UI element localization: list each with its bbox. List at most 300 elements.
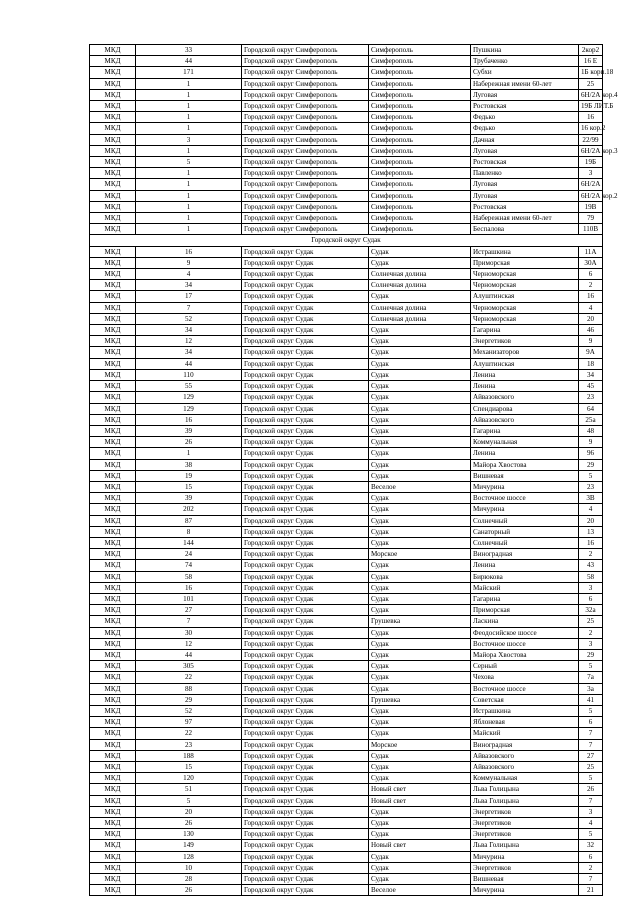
table-row	[90, 280, 603, 291]
cell-district: Городской округ Судак	[242, 605, 369, 616]
cell-type: МКД	[90, 269, 136, 280]
cell-street: Льва Голицына	[471, 795, 579, 806]
cell-house: 25	[579, 78, 603, 89]
cell-locality: Симферополь	[369, 224, 471, 235]
cell-street: Алуштинская	[471, 358, 579, 369]
cell-count: 52	[136, 313, 242, 324]
cell-locality: Судак	[369, 336, 471, 347]
table-row	[90, 694, 603, 705]
cell-street: Черноморская	[471, 280, 579, 291]
table-row	[90, 403, 603, 414]
cell-type: МКД	[90, 89, 136, 100]
cell-count: 87	[136, 515, 242, 526]
cell-locality: Солнечная долина	[369, 302, 471, 313]
table-row	[90, 851, 603, 862]
cell-locality: Морское	[369, 739, 471, 750]
cell-locality: Судак	[369, 515, 471, 526]
cell-street: Ленина	[471, 560, 579, 571]
cell-type: МКД	[90, 168, 136, 179]
cell-street: Беспалова	[471, 224, 579, 235]
cell-count: 34	[136, 347, 242, 358]
table-row	[90, 347, 603, 358]
cell-type: МКД	[90, 257, 136, 268]
table-row	[90, 661, 603, 672]
cell-street: Пушкина	[471, 45, 579, 56]
cell-type: МКД	[90, 526, 136, 537]
cell-locality: Симферополь	[369, 179, 471, 190]
cell-house: 25	[579, 616, 603, 627]
cell-locality: Судак	[369, 593, 471, 604]
cell-count: 52	[136, 705, 242, 716]
cell-locality: Симферополь	[369, 101, 471, 112]
cell-house: 2	[579, 862, 603, 873]
cell-house: 5	[579, 470, 603, 481]
cell-street: Набережная имени 60-лет	[471, 213, 579, 224]
cell-type: МКД	[90, 78, 136, 89]
table-row	[90, 101, 603, 112]
cell-district: Городской округ Судак	[242, 750, 369, 761]
cell-count: 44	[136, 56, 242, 67]
cell-district: Городской округ Судак	[242, 571, 369, 582]
cell-house: 27	[579, 750, 603, 761]
cell-street: Алуштинская	[471, 291, 579, 302]
cell-house: 110В	[579, 224, 603, 235]
cell-house: 64	[579, 403, 603, 414]
cell-street: Феодосийское шоссе	[471, 627, 579, 638]
cell-house: 6Н/2А кор.4	[579, 89, 603, 100]
cell-locality: Судак	[369, 414, 471, 425]
cell-type: МКД	[90, 851, 136, 862]
cell-street: Чехова	[471, 672, 579, 683]
cell-count: 23	[136, 739, 242, 750]
cell-type: МКД	[90, 302, 136, 313]
cell-type: МКД	[90, 661, 136, 672]
cell-house: 2	[579, 549, 603, 560]
cell-street: Энергетиков	[471, 806, 579, 817]
cell-street: Мичурина	[471, 885, 579, 896]
cell-locality: Симферополь	[369, 112, 471, 123]
cell-house: 16 Е	[579, 56, 603, 67]
cell-locality: Судак	[369, 705, 471, 716]
cell-street: Луговая	[471, 179, 579, 190]
table-row	[90, 728, 603, 739]
cell-locality: Судак	[369, 683, 471, 694]
cell-count: 20	[136, 806, 242, 817]
cell-district: Городской округ Судак	[242, 773, 369, 784]
cell-type: МКД	[90, 616, 136, 627]
cell-type: МКД	[90, 56, 136, 67]
cell-district: Городской округ Судак	[242, 448, 369, 459]
cell-district: Городской округ Судак	[242, 851, 369, 862]
cell-count: 1	[136, 224, 242, 235]
cell-house: 96	[579, 448, 603, 459]
cell-count: 74	[136, 560, 242, 571]
cell-district: Городской округ Судак	[242, 795, 369, 806]
cell-district: Городской округ Симферополь	[242, 56, 369, 67]
cell-house: 18	[579, 358, 603, 369]
cell-locality: Судак	[369, 246, 471, 257]
cell-locality: Солнечная долина	[369, 280, 471, 291]
cell-type: МКД	[90, 157, 136, 168]
cell-type: МКД	[90, 750, 136, 761]
cell-locality: Судак	[369, 672, 471, 683]
cell-house: 3В	[579, 493, 603, 504]
table-row	[90, 168, 603, 179]
section-title: Городской округ Судак	[90, 235, 603, 246]
cell-street: Федько	[471, 123, 579, 134]
cell-district: Городской округ Судак	[242, 593, 369, 604]
cell-type: МКД	[90, 795, 136, 806]
table-row	[90, 369, 603, 380]
table-row	[90, 750, 603, 761]
table-row	[90, 526, 603, 537]
cell-district: Городской округ Судак	[242, 672, 369, 683]
cell-district: Городской округ Симферополь	[242, 112, 369, 123]
cell-street: Дачная	[471, 134, 579, 145]
cell-district: Городской округ Судак	[242, 874, 369, 885]
cell-count: 88	[136, 683, 242, 694]
cell-house: 29	[579, 649, 603, 660]
housing-table	[89, 44, 618, 896]
cell-district: Городской округ Судак	[242, 369, 369, 380]
cell-count: 110	[136, 369, 242, 380]
cell-locality: Судак	[369, 571, 471, 582]
cell-count: 9	[136, 257, 242, 268]
table-row	[90, 145, 603, 156]
cell-count: 17	[136, 291, 242, 302]
table-row	[90, 257, 603, 268]
cell-type: МКД	[90, 862, 136, 873]
cell-street: Ленина	[471, 381, 579, 392]
cell-count: 26	[136, 818, 242, 829]
cell-locality: Веселое	[369, 481, 471, 492]
cell-count: 58	[136, 571, 242, 582]
cell-house: 9	[579, 437, 603, 448]
cell-district: Городской округ Симферополь	[242, 123, 369, 134]
cell-count: 44	[136, 358, 242, 369]
cell-house: 20	[579, 515, 603, 526]
cell-count: 1	[136, 78, 242, 89]
cell-district: Городской округ Судак	[242, 649, 369, 660]
table-row	[90, 224, 603, 235]
cell-district: Городской округ Судак	[242, 638, 369, 649]
cell-type: МКД	[90, 773, 136, 784]
cell-locality: Судак	[369, 874, 471, 885]
cell-district: Городской округ Судак	[242, 683, 369, 694]
cell-house: 11А	[579, 246, 603, 257]
cell-type: МКД	[90, 291, 136, 302]
cell-street: Айвазовского	[471, 414, 579, 425]
cell-type: МКД	[90, 504, 136, 515]
cell-district: Городской округ Судак	[242, 818, 369, 829]
cell-type: МКД	[90, 605, 136, 616]
cell-street: Майский	[471, 582, 579, 593]
cell-count: 5	[136, 795, 242, 806]
cell-locality: Судак	[369, 829, 471, 840]
cell-count: 1	[136, 213, 242, 224]
cell-type: МКД	[90, 190, 136, 201]
cell-street: Ростовская	[471, 101, 579, 112]
cell-count: 4	[136, 269, 242, 280]
cell-district: Городской округ Судак	[242, 437, 369, 448]
cell-district: Городской округ Судак	[242, 627, 369, 638]
cell-type: МКД	[90, 67, 136, 78]
cell-type: МКД	[90, 806, 136, 817]
cell-type: МКД	[90, 818, 136, 829]
cell-house: 16	[579, 291, 603, 302]
cell-locality: Судак	[369, 818, 471, 829]
cell-count: 7	[136, 616, 242, 627]
cell-house: 16 кор.2	[579, 123, 603, 134]
cell-street: Черноморская	[471, 313, 579, 324]
cell-house: 2	[579, 280, 603, 291]
cell-type: МКД	[90, 840, 136, 851]
cell-street: Энергетиков	[471, 336, 579, 347]
cell-house: 2кор2	[579, 45, 603, 56]
table-row	[90, 56, 603, 67]
cell-district: Городской округ Судак	[242, 526, 369, 537]
cell-count: 10	[136, 862, 242, 873]
cell-district: Городской округ Судак	[242, 381, 369, 392]
cell-locality: Судак	[369, 627, 471, 638]
cell-street: Трубаченко	[471, 56, 579, 67]
table-row	[90, 358, 603, 369]
cell-locality: Судак	[369, 638, 471, 649]
cell-district: Городской округ Симферополь	[242, 134, 369, 145]
cell-count: 1	[136, 201, 242, 212]
cell-district: Городской округ Судак	[242, 661, 369, 672]
table-row	[90, 392, 603, 403]
table-row	[90, 381, 603, 392]
table-row	[90, 414, 603, 425]
cell-type: МКД	[90, 358, 136, 369]
cell-type: МКД	[90, 145, 136, 156]
cell-type: МКД	[90, 134, 136, 145]
cell-district: Городской округ Судак	[242, 313, 369, 324]
cell-count: 22	[136, 672, 242, 683]
cell-district: Городской округ Судак	[242, 582, 369, 593]
cell-locality: Судак	[369, 649, 471, 660]
cell-count: 128	[136, 851, 242, 862]
cell-street: Айвазовского	[471, 392, 579, 403]
cell-count: 38	[136, 459, 242, 470]
cell-locality: Симферополь	[369, 201, 471, 212]
cell-district: Городской округ Судак	[242, 616, 369, 627]
cell-street: Майора Хвостова	[471, 649, 579, 660]
cell-locality: Судак	[369, 537, 471, 548]
cell-district: Городской округ Симферополь	[242, 190, 369, 201]
cell-district: Городской округ Судак	[242, 806, 369, 817]
cell-street: Восточное шоссе	[471, 683, 579, 694]
cell-type: МКД	[90, 224, 136, 235]
cell-house: 5	[579, 705, 603, 716]
cell-house: 21	[579, 885, 603, 896]
cell-count: 129	[136, 392, 242, 403]
cell-count: 7	[136, 302, 242, 313]
table-row	[90, 123, 603, 134]
cell-type: МКД	[90, 470, 136, 481]
cell-street: Яблоневая	[471, 717, 579, 728]
cell-type: МКД	[90, 874, 136, 885]
cell-type: МКД	[90, 369, 136, 380]
cell-street: Ростовская	[471, 201, 579, 212]
cell-district: Городской округ Судак	[242, 829, 369, 840]
cell-count: 101	[136, 593, 242, 604]
table-row	[90, 795, 603, 806]
cell-street: Коммунальная	[471, 437, 579, 448]
cell-type: МКД	[90, 313, 136, 324]
cell-house: 4	[579, 504, 603, 515]
table-row	[90, 773, 603, 784]
table-row	[90, 302, 603, 313]
cell-house: 5	[579, 829, 603, 840]
cell-count: 51	[136, 784, 242, 795]
cell-type: МКД	[90, 649, 136, 660]
cell-locality: Симферополь	[369, 157, 471, 168]
cell-house: 3	[579, 582, 603, 593]
cell-district: Городской округ Симферополь	[242, 224, 369, 235]
cell-district: Городской округ Симферополь	[242, 67, 369, 78]
cell-count: 1	[136, 190, 242, 201]
cell-house: 58	[579, 571, 603, 582]
table-row	[90, 862, 603, 873]
cell-locality: Судак	[369, 762, 471, 773]
cell-district: Городской округ Судак	[242, 537, 369, 548]
cell-locality: Морское	[369, 549, 471, 560]
table-row	[90, 885, 603, 896]
cell-type: МКД	[90, 437, 136, 448]
cell-count: 1	[136, 123, 242, 134]
cell-district: Городской округ Судак	[242, 885, 369, 896]
cell-locality: Веселое	[369, 885, 471, 896]
table-row	[90, 627, 603, 638]
cell-type: МКД	[90, 705, 136, 716]
cell-house: 34	[579, 369, 603, 380]
cell-district: Городской округ Судак	[242, 392, 369, 403]
cell-house: 6Н/2А кор.2	[579, 190, 603, 201]
cell-type: МКД	[90, 784, 136, 795]
cell-street: Механизаторов	[471, 347, 579, 358]
table-row	[90, 246, 603, 257]
table-row	[90, 190, 603, 201]
cell-street: Коммунальная	[471, 773, 579, 784]
cell-house: 13	[579, 526, 603, 537]
table-row	[90, 325, 603, 336]
cell-locality: Судак	[369, 582, 471, 593]
cell-count: 1	[136, 448, 242, 459]
table-row	[90, 638, 603, 649]
table-row	[90, 291, 603, 302]
cell-locality: Солнечная долина	[369, 313, 471, 324]
cell-count: 24	[136, 549, 242, 560]
cell-count: 39	[136, 425, 242, 436]
cell-locality: Судак	[369, 392, 471, 403]
cell-house: 19Б ЛИТ.Б	[579, 101, 603, 112]
cell-locality: Симферополь	[369, 45, 471, 56]
table-row	[90, 89, 603, 100]
cell-street: Восточное шоссе	[471, 638, 579, 649]
table-row	[90, 179, 603, 190]
cell-locality: Судак	[369, 605, 471, 616]
cell-type: МКД	[90, 638, 136, 649]
table-row	[90, 874, 603, 885]
table-row	[90, 593, 603, 604]
cell-street: Советская	[471, 694, 579, 705]
cell-house: 22/99	[579, 134, 603, 145]
cell-locality: Судак	[369, 437, 471, 448]
cell-district: Городской округ Судак	[242, 347, 369, 358]
table-row	[90, 806, 603, 817]
cell-house: 6Н/2А	[579, 179, 603, 190]
cell-count: 188	[136, 750, 242, 761]
cell-count: 30	[136, 627, 242, 638]
cell-locality: Судак	[369, 381, 471, 392]
cell-district: Городской округ Судак	[242, 302, 369, 313]
cell-type: МКД	[90, 414, 136, 425]
cell-type: МКД	[90, 213, 136, 224]
table-row	[90, 481, 603, 492]
cell-district: Городской округ Судак	[242, 694, 369, 705]
cell-type: МКД	[90, 336, 136, 347]
table-row	[90, 493, 603, 504]
cell-district: Городской округ Судак	[242, 414, 369, 425]
table-row	[90, 437, 603, 448]
cell-count: 5	[136, 157, 242, 168]
cell-street: Луговая	[471, 190, 579, 201]
cell-street: Черноморская	[471, 269, 579, 280]
cell-street: Вишневая	[471, 874, 579, 885]
cell-house: 20	[579, 313, 603, 324]
cell-district: Городской округ Симферополь	[242, 213, 369, 224]
cell-locality: Симферополь	[369, 168, 471, 179]
cell-locality: Солнечная долина	[369, 269, 471, 280]
cell-house: 7	[579, 728, 603, 739]
cell-count: 16	[136, 414, 242, 425]
cell-house: 29	[579, 459, 603, 470]
cell-street: Энергетиков	[471, 829, 579, 840]
cell-street: Айвазовского	[471, 750, 579, 761]
cell-district: Городской округ Симферополь	[242, 157, 369, 168]
cell-street: Вишневая	[471, 470, 579, 481]
cell-district: Городской округ Судак	[242, 358, 369, 369]
table-row	[90, 840, 603, 851]
cell-count: 149	[136, 840, 242, 851]
cell-locality: Симферополь	[369, 78, 471, 89]
table-row	[90, 672, 603, 683]
cell-house: 26	[579, 784, 603, 795]
table-row	[90, 582, 603, 593]
table-row	[90, 549, 603, 560]
cell-count: 16	[136, 582, 242, 593]
cell-type: МКД	[90, 459, 136, 470]
cell-house: 4	[579, 302, 603, 313]
cell-house: 3	[579, 806, 603, 817]
cell-district: Городской округ Судак	[242, 280, 369, 291]
cell-count: 1	[136, 112, 242, 123]
cell-house: 19Б	[579, 157, 603, 168]
cell-street: Гагарина	[471, 425, 579, 436]
table-row	[90, 448, 603, 459]
cell-house: 6	[579, 851, 603, 862]
cell-street: Льва Голицына	[471, 840, 579, 851]
cell-type: МКД	[90, 381, 136, 392]
cell-count: 1	[136, 101, 242, 112]
table-row	[90, 739, 603, 750]
cell-locality: Судак	[369, 862, 471, 873]
cell-street: Серный	[471, 661, 579, 672]
cell-type: МКД	[90, 717, 136, 728]
cell-house: 43	[579, 560, 603, 571]
